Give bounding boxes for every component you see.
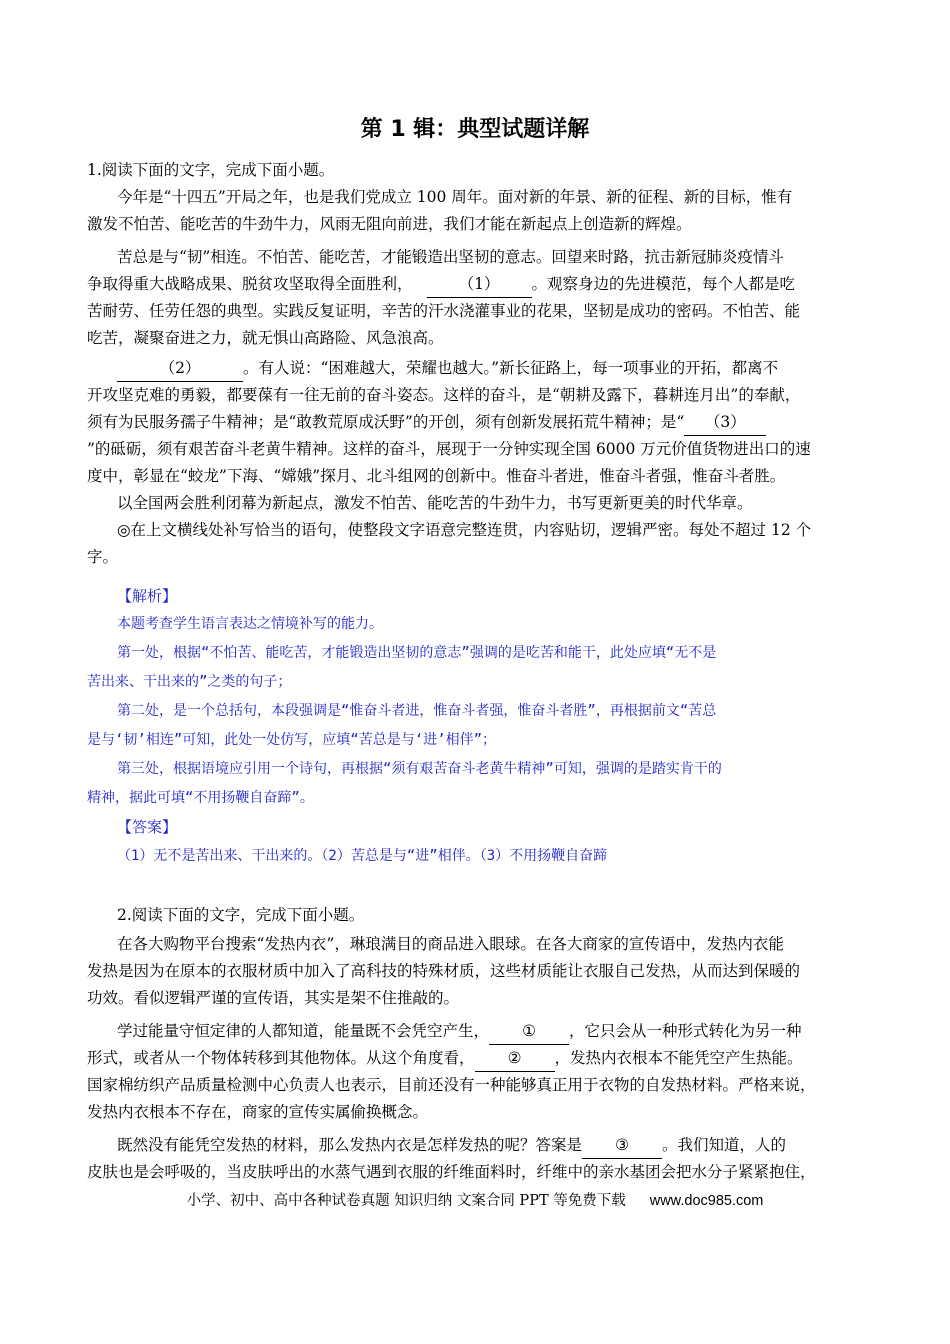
q2-paragraph-line: 皮肤也是会呼吸的，当皮肤呼出的水蒸气遇到衣服的纤维面料时，纤维中的亲水基团会把水分子紧紧抱住，	[87, 1163, 816, 1181]
q1-paragraph-line: 苦耐劳、任劳任怨的典型。实践反复证明，辛苦的汗水浇灌事业的花果，坚韧是成功的密码。不怕苦、能	[87, 302, 801, 320]
text-segment: 。我们知道，人的	[662, 1136, 787, 1154]
footer-url-link[interactable]: www.doc985.com	[649, 1193, 764, 1209]
q1-paragraph-line: 度中，彰显在“蛟龙”下海、“嫦娥”探月、北斗组网的创新中。惟奋斗者进，惟奋斗者强，惟奋斗者胜。	[87, 467, 786, 485]
analysis-line: 苦出来、干出来的”之类的句子；	[87, 674, 292, 690]
q1-paragraph-line: ”的砥砺，须有艰苦奋斗老黄牛精神。这样的奋斗，展现于一分钟实现全国 6000 万元价值货物进出口的速	[87, 440, 811, 458]
text-segment: 形式，或者从一个物体转移到其他物体。从这个角度看，	[87, 1049, 475, 1067]
page-footer	[0, 1188, 950, 1214]
analysis-line: 本题考查学生语言表达之情境补写的能力。	[117, 616, 383, 632]
footer-text: 小学、初中、高中各种试卷真题 知识归纳 文案合同 PPT 等免费下载	[186, 1193, 626, 1209]
q1-paragraph-line: 苦总是与“韧”相连。不怕苦、能吃苦，才能锻造出坚韧的意志。回望来时路，抗击新冠肺炎疫情斗	[117, 248, 784, 266]
text-segment: ，发热内衣根本不能凭空产生热能。	[554, 1049, 803, 1067]
text-segment: 既然没有能凭空发热的材料，那么发热内衣是怎样发热的呢？答案是	[117, 1136, 583, 1154]
q1-task-line: ◎在上文横线处补写恰当的语句，使整段文字语意完整连贯，内容贴切，逻辑严密。每处不超过 12 个	[117, 521, 812, 539]
q1-task-line: 字。	[87, 548, 119, 566]
answer-line: （1）无不是苦出来、干出来的。（2）苦总是与“进”相伴。（3）不用扬鞭自奋蹄	[117, 848, 608, 864]
q2-heading: 2.阅读下面的文字，完成下面小题。	[117, 906, 365, 924]
page-title: 第 1 辑：典型试题详解	[360, 117, 590, 142]
fill-blank-2: （2）	[117, 355, 243, 382]
text-segment: 。观察身边的先进模范，每个人都是吃	[531, 275, 796, 293]
analysis-line: 精神，据此可填“不用扬鞭自奋蹄”。	[87, 790, 314, 806]
q2-paragraph-line	[87, 1132, 867, 1159]
text-segment: 学过能量守恒定律的人都知道，能量既不会凭空产生，	[117, 1022, 490, 1040]
fill-blank-2: ②	[475, 1045, 555, 1072]
analysis-line: 第二处，是一个总括句，本段强调是“惟奋斗者进，惟奋斗者强，惟奋斗者胜”，再根据前文“苦总	[117, 703, 717, 719]
q1-paragraph-line	[87, 409, 867, 436]
q1-paragraph-line: 吃苦，凝聚奋进之力，就无惧山高路险、风急浪高。	[87, 329, 444, 347]
q1-heading: 1.阅读下面的文字，完成下面小题。	[87, 161, 335, 179]
fill-blank-1: ①	[489, 1018, 569, 1045]
q2-paragraph-line: 功效。看似逻辑严谨的宣传语，其实是架不住推敲的。	[87, 989, 460, 1007]
text-segment: 须有为民服务孺子牛精神；是“敢教荒原成沃野”的开创，须有创新发展拓荒牛精神；是“	[87, 413, 685, 431]
fill-blank-3: ③	[582, 1132, 662, 1159]
q2-paragraph-line: 发热是因为在原本的衣服材质中加入了高科技的特殊材质，这些材质能让衣服自己发热，从而达到保暖的	[87, 962, 801, 980]
fill-blank-1: （1）	[427, 271, 532, 298]
text-segment: 争取得重大战略成果、脱贫攻坚取得全面胜利，	[87, 275, 413, 293]
q2-paragraph-line: 发热内衣根本不存在，商家的宣传实属偷换概念。	[87, 1103, 429, 1121]
q2-paragraph-line	[87, 1018, 867, 1045]
analysis-line: 第三处，根据语境应引用一个诗句，再根据“须有艰苦奋斗老黄牛精神”可知，强调的是踏实肯干的	[117, 761, 722, 777]
q2-paragraph-line: 在各大购物平台搜索“发热内衣”，琳琅满目的商品进入眼球。在各大商家的宣传语中，发热内衣能	[117, 935, 784, 953]
q2-paragraph-line: 国家棉纺织产品质量检测中心负责人也表示，目前还没有一种能够真正用于衣物的自发热材料。严格来说，	[87, 1076, 816, 1094]
answer-tag: 【答案】	[117, 818, 178, 836]
analysis-line: 第一处，根据“不怕苦、能吃苦，才能锻造出坚韧的意志”强调的是吃苦和能干，此处应填“无不是	[117, 645, 717, 661]
text-segment: ，它只会从一种形式转化为另一种	[569, 1022, 802, 1040]
q2-paragraph-line	[87, 1045, 867, 1072]
q1-paragraph-line: 以全国两会胜利闭幕为新起点，激发不怕苦、能吃苦的牛劲牛力，书写更新更美的时代华章。	[117, 494, 753, 512]
q1-paragraph-line: 开攻坚克难的勇毅，都要葆有一往无前的奋斗姿态。这样的奋斗，是“朝耕及露下，暮耕连月出”的奉献，	[87, 386, 801, 404]
analysis-line: 是与‘韧’相连”可知，此处一处仿写，应填“苦总是与‘进’相伴”；	[87, 732, 496, 748]
q1-paragraph-line	[87, 355, 867, 382]
q1-paragraph-line: 今年是“十四五”开局之年，也是我们党成立 100 周年。面对新的年景、新的征程、新的目标，惟有	[117, 188, 793, 206]
q1-paragraph-line: 激发不怕苦、能吃苦的牛劲牛力，风雨无阻向前进，我们才能在新起点上创造新的辉煌。	[87, 215, 692, 233]
analysis-tag: 【解析】	[117, 587, 178, 605]
q1-paragraph-line	[87, 271, 867, 298]
text-segment: 。有人说：“困难越大，荣耀也越大。”新长征路上，每一项事业的开拓，都离不	[243, 359, 779, 377]
fill-blank-3: （3）	[684, 409, 766, 436]
